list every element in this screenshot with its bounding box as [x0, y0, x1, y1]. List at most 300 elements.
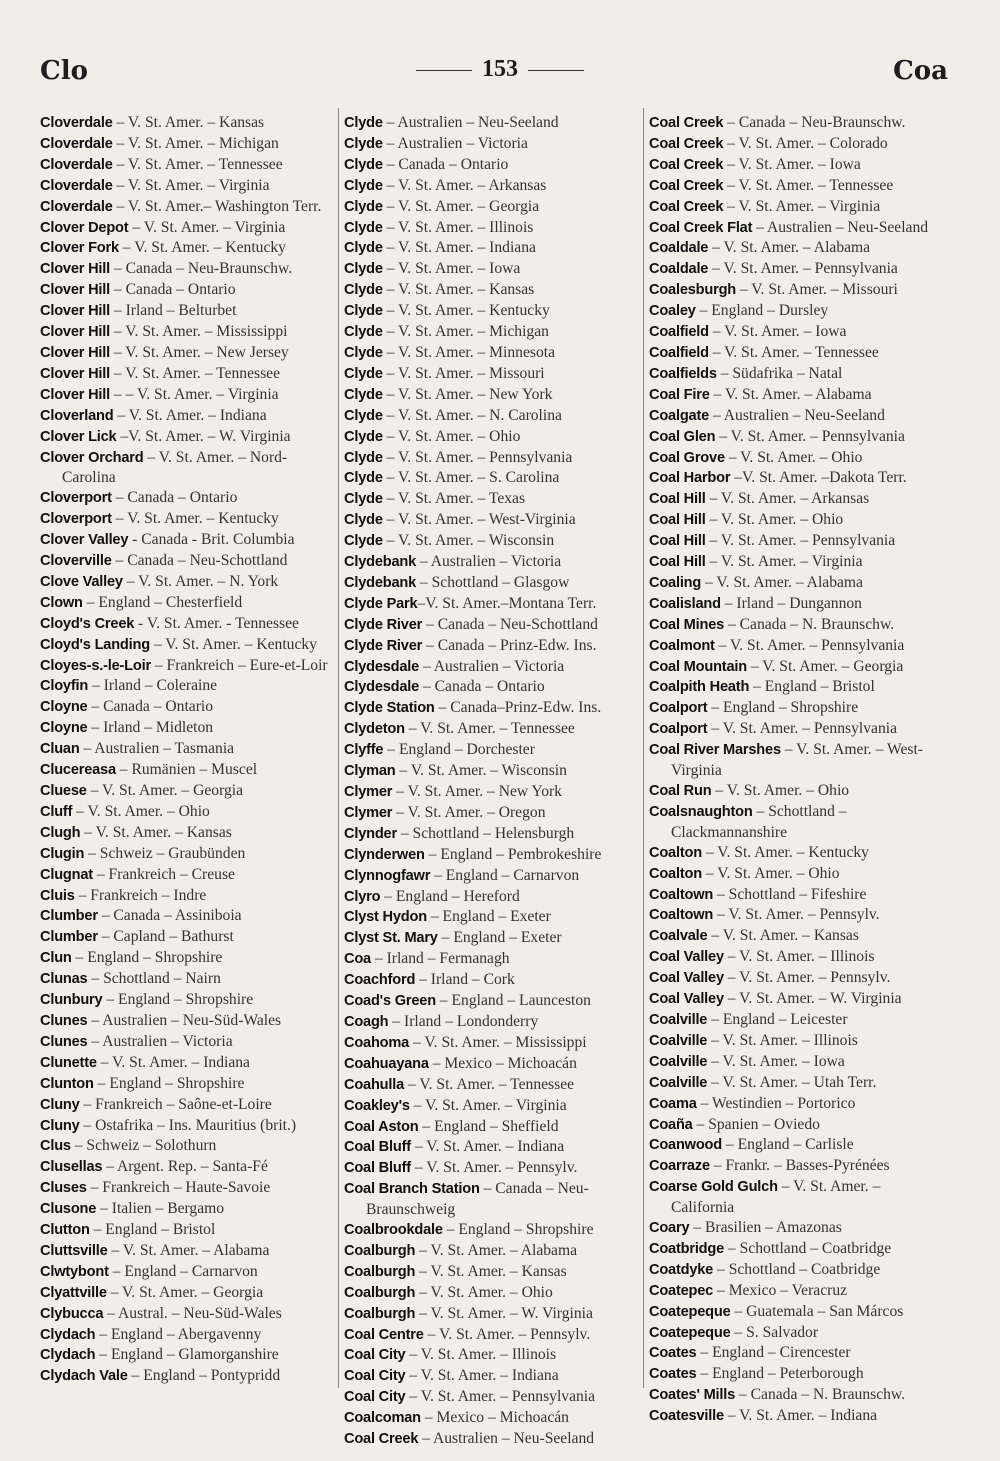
place-name: Clydach Vale [40, 1368, 128, 1385]
place-name: Coates [649, 1366, 697, 1383]
place-name: Coaldale [649, 240, 709, 257]
gazetteer-entry [344, 907, 638, 928]
place-name: Clyst Hydon [344, 909, 427, 926]
gazetteer-entry [649, 238, 941, 259]
gazetteer-entry [344, 1179, 638, 1220]
gazetteer-entry [344, 928, 638, 949]
place-location: – – V. St. Amer. – Virginia [109, 385, 279, 403]
place-location: – Mexico – Michoacán [420, 1409, 569, 1427]
place-name: Clunes [40, 1012, 88, 1029]
gazetteer-entry [344, 615, 638, 636]
place-name: Coalcoman [344, 1410, 421, 1427]
place-location: – V. St. Amer. – Kansas [707, 927, 859, 945]
gazetteer-entry [40, 906, 332, 927]
place-location: – V. St. Amer. – Indiana [410, 1138, 565, 1156]
place-name: Clyde [344, 240, 383, 257]
place-location: – Canada – Ontario [111, 489, 238, 507]
gazetteer-entry [649, 885, 941, 906]
gazetteer-entry [40, 1095, 332, 1116]
gazetteer-entry [40, 176, 332, 197]
place-location: – Spanien – Oviedo [692, 1115, 820, 1133]
place-location: – V. St. Amer. – Michigan [382, 323, 549, 341]
place-name: Clyde Station [344, 700, 435, 717]
place-location: – Frankreich – Creuse [92, 865, 235, 883]
gazetteer-entry [40, 218, 332, 239]
gazetteer-entry [649, 1385, 941, 1406]
gazetteer-entry [344, 1012, 638, 1033]
place-name: Clydesdale [344, 679, 420, 696]
place-name: Cluny [40, 1096, 80, 1113]
place-location: – V. St. Amer. – Pennsylv. [410, 1159, 578, 1177]
place-location: – Schottland – Coatbridge [713, 1260, 881, 1278]
place-location: – V. St. Amer. – Missouri [382, 364, 545, 382]
place-name: Coalfield [649, 324, 709, 341]
place-name: Clyde [344, 449, 383, 466]
place-location: – Canada–Prinz-Edw. Ins. [434, 699, 602, 717]
place-location: – V. St. Amer. – Ohio [711, 782, 850, 799]
gazetteer-column-1 [40, 113, 332, 1387]
place-location: – Australien – Victoria [419, 657, 565, 675]
place-location: – Schottland – Nairn [87, 970, 221, 988]
place-location: – England – Carnarvon [430, 866, 580, 884]
place-name: Clunas [40, 971, 88, 988]
place-name: Clyde Park [344, 595, 418, 612]
gazetteer-entry [40, 1262, 332, 1283]
place-name: Coad's Green [344, 993, 436, 1010]
place-location: – V. St. Amer. – Arkansas [382, 176, 547, 194]
place-location: – V. St. Amer. – Minnesota [382, 343, 556, 361]
place-name: Cluan [40, 741, 80, 758]
place-name: Clyde [344, 491, 383, 508]
place-name: Coal City [344, 1368, 406, 1385]
place-location: – England – Leicester [707, 1010, 848, 1028]
place-location: – Frankreich – Indre [74, 886, 207, 904]
place-location: – V. St. Amer. – Tennessee [112, 155, 283, 173]
gazetteer-entry [649, 427, 941, 448]
place-location: – V. St. Amer. – Arkansas [705, 490, 870, 508]
gazetteer-entry [40, 1283, 332, 1304]
gazetteer-entry [649, 155, 941, 176]
place-name: Coarse Gold Gulch [649, 1179, 778, 1196]
place-location: – Frankreich – Eure-et-Loir [150, 656, 328, 674]
place-location: – V. St. Amer. – Pennsylvania [382, 448, 573, 466]
place-name: Coatepec [649, 1282, 714, 1299]
place-name: Cloyes-s.-le-Loir [40, 657, 151, 674]
gazetteer-entry [649, 1094, 941, 1115]
gazetteer-entry [344, 448, 638, 469]
place-name: Clyde [344, 177, 383, 194]
place-location: – Australien – Tasmania [79, 740, 235, 758]
gazetteer-entry [40, 488, 332, 509]
place-location: – Canada – Neu-Schottland [422, 615, 598, 633]
gazetteer-entry [344, 1220, 638, 1241]
gazetteer-entry [344, 1137, 638, 1158]
place-name: Coal Bluff [344, 1139, 411, 1156]
gazetteer-entry [649, 113, 941, 134]
place-location: – V. St. Amer. – Virginia [409, 1096, 567, 1114]
place-name: Clynderwen [344, 846, 425, 863]
place-location: – England – Shropshire [102, 991, 254, 1009]
place-location: – V. St. Amer. – Alabama [701, 573, 863, 591]
gazetteer-entry [40, 969, 332, 990]
place-name: Coalville [649, 1011, 708, 1028]
place-name: Clugh [40, 824, 81, 841]
place-location: – England – Launceston [435, 992, 591, 1010]
place-location: – Irland – Fermanagh [370, 950, 510, 968]
place-name: Clover Fork [40, 240, 119, 257]
place-name: Coal Creek [649, 135, 724, 152]
place-location: – Rumänien – Muscel [115, 761, 258, 779]
place-location: – Argent. Rep. – Santa-Fé [102, 1158, 268, 1176]
place-location: – V. St. Amer. – W. Virginia [723, 990, 902, 1008]
place-name: Clugnat [40, 866, 93, 883]
gazetteer-entry [649, 781, 941, 802]
gazetteer-entry [344, 301, 638, 322]
place-location: – V. St. Amer. – West-Virginia [671, 741, 923, 780]
gazetteer-entry [649, 1010, 941, 1031]
place-name: Clusellas [40, 1159, 103, 1176]
place-location: – V. St. Amer. – Indiana [96, 1053, 250, 1071]
place-name: Cluses [40, 1180, 87, 1197]
gazetteer-entry [344, 594, 638, 615]
gazetteer-entry [40, 697, 332, 718]
gazetteer-entry [649, 1239, 941, 1260]
place-location: – V. St. Amer. – Tennessee [109, 364, 280, 382]
place-location: – Canada – Prinz-Edw. Ins. [422, 636, 597, 654]
place-name: Clyde [344, 324, 383, 341]
gazetteer-entry [344, 427, 638, 448]
header-first-entry: Clo [40, 56, 88, 86]
gazetteer-entry [649, 259, 941, 280]
place-location: – V. St. Amer. – Tennessee [404, 720, 575, 738]
gazetteer-entry [649, 1218, 941, 1239]
place-location: – V. St. Amer. – Kansas [80, 823, 232, 841]
place-name: Coalisland [649, 595, 721, 612]
gazetteer-entry [344, 1325, 638, 1346]
place-location: – England – Sheffield [418, 1117, 559, 1135]
place-location: – Schottland – Clackmannanshire [671, 802, 847, 841]
place-name: Coalsnaughton [649, 803, 753, 820]
place-location: – Schottland – Helensburgh [396, 824, 575, 842]
gazetteer-entry [649, 197, 941, 218]
place-location: – V. St. Amer. – Pennsylvania [705, 532, 896, 550]
place-location: – V. St. Amer. – New York [392, 783, 562, 800]
place-location: – V. St. Amer. – Georgia [106, 1283, 264, 1301]
place-name: Clover Orchard [40, 449, 144, 466]
gazetteer-entry [40, 197, 332, 218]
place-location: – V. St. Amer. – Alabama [107, 1241, 270, 1259]
gazetteer-entry [649, 843, 941, 864]
place-name: Coalville [649, 1032, 708, 1049]
place-name: Clus [40, 1138, 71, 1155]
gazetteer-entry [649, 1406, 941, 1427]
place-name: Cluis [40, 887, 75, 904]
gazetteer-entry [40, 1241, 332, 1262]
place-name: Clyde [344, 219, 383, 236]
gazetteer-entry [344, 197, 638, 218]
gazetteer-entry [649, 615, 941, 636]
place-name: Coaltown [649, 886, 714, 903]
place-location: – V. St. Amer. – Alabama [708, 239, 871, 257]
place-location: –V. St. Amer. – W. Virginia [116, 427, 291, 445]
gazetteer-entry [344, 1054, 638, 1075]
gazetteer-entry [40, 1178, 332, 1199]
place-location: – V. St. Amer. – Pennsylvania [405, 1388, 596, 1406]
place-location: – England – Glamorganshire [95, 1346, 279, 1364]
gazetteer-entry [649, 1323, 941, 1344]
gazetteer-entry [649, 740, 941, 781]
place-location: – England – Dursley [695, 302, 829, 320]
gazetteer-entry [649, 573, 941, 594]
gazetteer-entry [344, 761, 638, 782]
place-location: – Schweiz – Solothurn [70, 1137, 217, 1155]
place-name: Coalport [649, 721, 708, 738]
place-location: – V. St. Amer. – Virginia [705, 553, 863, 571]
gazetteer-entry [344, 385, 638, 406]
place-location: – V. St. Amer. – Texas [382, 490, 526, 508]
gazetteer-entry [649, 1281, 941, 1302]
gazetteer-entry [649, 468, 941, 489]
place-location: – Frankr. – Basses-Pyrénées [709, 1157, 890, 1175]
gazetteer-entry [40, 427, 332, 448]
place-name: Clown [40, 594, 83, 611]
gazetteer-entry [649, 1135, 941, 1156]
place-name: Clunette [40, 1054, 97, 1071]
gazetteer-entry [344, 1366, 638, 1387]
gazetteer-entry [344, 657, 638, 678]
gazetteer-entry [649, 364, 941, 385]
gazetteer-entry [649, 1302, 941, 1323]
place-location: – V. St. Amer. – Ohio [72, 802, 210, 820]
place-location: – V. St. Amer. – New York [382, 385, 553, 403]
place-location: – V. St. Amer. – Pennsylvania [715, 427, 905, 445]
place-name: Coalton [649, 865, 702, 882]
gazetteer-entry [344, 343, 638, 364]
place-location: – Canada – Ontario [419, 678, 545, 696]
place-location: – England – Peterborough [696, 1365, 864, 1383]
place-location: – Austral. – Neu-Süd-Wales [103, 1304, 282, 1322]
gazetteer-entry [649, 176, 941, 197]
place-location: – Frankreich – Saône-et-Loire [79, 1095, 272, 1113]
place-location: – V. St. Amer. – N. Carolina [382, 406, 562, 424]
place-location: – V. St. Amer. – Georgia [382, 197, 540, 215]
column-divider [338, 108, 339, 1388]
place-name: Cloyne [40, 720, 88, 737]
place-location: – V. St. Amer. – Illinois [723, 948, 875, 966]
gazetteer-entry [649, 552, 941, 573]
place-name: Clymer [344, 784, 393, 800]
place-location: – V. St. Amer. – Kentucky [701, 843, 869, 861]
gazetteer-entry [40, 364, 332, 385]
place-name: Coary [649, 1220, 690, 1237]
place-name: Coal Fire [649, 386, 710, 403]
place-location: – England – Exeter [426, 908, 551, 926]
gazetteer-entry [40, 886, 332, 907]
gazetteer-entry [649, 448, 941, 469]
place-name: Coatdyke [649, 1261, 714, 1278]
place-name: Clynnogfawr [344, 867, 431, 884]
place-location: – V. St. Amer. – California [671, 1178, 881, 1217]
place-location: – V. St. Amer. – Indiana [723, 1407, 878, 1425]
place-location: – V. St. Amer. – Pennsylvania [714, 636, 905, 654]
place-location: – England – Hereford [380, 887, 520, 905]
place-name: Coatbridge [649, 1240, 725, 1257]
page-header [0, 56, 1000, 96]
header-rule-right [528, 70, 584, 71]
place-location: - Canada - Brit. Columbia [128, 531, 295, 549]
place-name: Clunton [40, 1075, 94, 1092]
gazetteer-entry [649, 594, 941, 615]
place-name: Coagh [344, 1013, 389, 1030]
place-name: Clyde [344, 115, 383, 131]
place-name: Coalburgh [344, 1242, 416, 1259]
gazetteer-entry [344, 1117, 638, 1138]
gazetteer-entry [649, 489, 941, 510]
gazetteer-entry [40, 1074, 332, 1095]
gazetteer-entry [40, 406, 332, 427]
page-number: 153 [482, 56, 518, 82]
place-location: – V. St. Amer. – Ohio [705, 511, 844, 529]
place-location: – Canada – Neu-Schottland [111, 552, 288, 570]
place-name: Cloverland [40, 407, 114, 424]
place-location: – V. St. Amer. – Missouri [736, 281, 898, 299]
place-location: – V. St. Amer. – Iowa [723, 155, 861, 173]
gazetteer-entry [344, 677, 638, 698]
place-name: Clover Hill [40, 365, 110, 382]
place-name: Clumber [40, 908, 98, 925]
place-name: Coaltown [649, 907, 714, 924]
place-name: Coal Glen [649, 428, 716, 445]
gazetteer-entry [649, 1177, 941, 1218]
gazetteer-entry [40, 1157, 332, 1178]
gazetteer-entry [40, 927, 332, 948]
gazetteer-entry [344, 1429, 638, 1450]
gazetteer-entry [649, 301, 941, 322]
place-location: – Brasilien – Amazonas [689, 1219, 842, 1237]
gazetteer-entry [649, 657, 941, 678]
gazetteer-entry [40, 530, 332, 551]
place-location: – Frankreich – Haute-Savoie [86, 1179, 271, 1197]
place-location: – Guatemala – San Márcos [730, 1302, 904, 1320]
place-name: Clyman [344, 763, 396, 780]
place-name: Coalesburgh [649, 282, 736, 299]
place-location: – England – Shropshire [442, 1221, 594, 1239]
place-location: – Australien – Neu-Seeland [709, 406, 885, 424]
place-location: – Irland – Belturbet [109, 302, 237, 320]
gazetteer-column-2 [344, 113, 638, 1450]
gazetteer-entry [649, 677, 941, 698]
place-name: Coaley [649, 303, 696, 320]
place-location: – V. St. Amer. – Tennessee [723, 176, 894, 194]
gazetteer-entry [344, 322, 638, 343]
place-name: Clove Valley [40, 573, 123, 590]
place-location: – Südafrika – Natal [716, 364, 843, 382]
place-name: Coalburgh [344, 1284, 416, 1301]
gazetteer-entry [649, 510, 941, 531]
place-name: Clutton [40, 1222, 90, 1239]
place-name: Clyde [344, 156, 383, 173]
place-name: Coal Hill [649, 491, 706, 508]
place-location: – V. St. Amer. – Georgia [746, 657, 904, 675]
place-location: – Canada – Neu-Braunschw. [109, 260, 293, 278]
place-location: - V. St. Amer. - Tennessee [134, 614, 299, 632]
place-location: – V. St. Amer. – West-Virginia [382, 511, 576, 529]
place-name: Coal Creek [344, 1431, 419, 1448]
gazetteer-entry [649, 1343, 941, 1364]
gazetteer-entry [649, 719, 941, 740]
place-location: – Schottland – Coatbridge [724, 1239, 892, 1257]
place-name: Cloyd's Creek [40, 615, 135, 632]
place-name: Clover Hill [40, 324, 110, 341]
place-name: Clun [40, 950, 72, 967]
gazetteer-entry [649, 1073, 941, 1094]
place-location: – S. Salvador [730, 1323, 819, 1341]
gazetteer-entry [344, 1387, 638, 1408]
place-location: – V. St. Amer. – Illinois [382, 218, 534, 236]
gazetteer-entry [344, 1241, 638, 1262]
place-location: – V. St. Amer. – Wisconsin [395, 762, 567, 780]
place-location: – V. St. Amer. – Nord-Carolina [62, 448, 288, 487]
gazetteer-entry [649, 864, 941, 885]
gazetteer-entry [344, 782, 638, 803]
place-location: – V. St. Amer. – Pennsylv. [723, 969, 891, 987]
place-name: Clyde [344, 470, 383, 487]
place-name: Coal City [344, 1389, 406, 1406]
gazetteer-entry [344, 134, 638, 155]
gazetteer-entry [344, 406, 638, 427]
place-name: Cloverport [40, 490, 112, 507]
gazetteer-entry [40, 614, 332, 635]
place-location: – V. St. Amer. – Ohio [415, 1283, 553, 1301]
place-name: Coal Mines [649, 616, 725, 633]
place-name: Clover Hill [40, 386, 110, 403]
gazetteer-entry [40, 509, 332, 530]
gazetteer-entry [40, 1136, 332, 1157]
place-name: Coal City [344, 1347, 406, 1364]
place-location: – V. St. Amer. – Kentucky [382, 302, 550, 320]
place-name: Coal Creek [649, 177, 724, 194]
gazetteer-entry [649, 280, 941, 301]
place-name: Coanwood [649, 1137, 722, 1154]
place-name: Clynder [344, 825, 397, 842]
place-name: Clyde River [344, 637, 423, 654]
gazetteer-entry [649, 1156, 941, 1177]
place-location: – V. St. Amer. – Alabama [709, 385, 872, 403]
place-name: Clover Depot [40, 219, 129, 236]
gazetteer-entry [40, 343, 332, 364]
place-location: – V. St. Amer. – N. York [122, 572, 279, 590]
gazetteer-entry [649, 385, 941, 406]
place-location: – Canada – N. Braunschw. [724, 615, 895, 633]
place-name: Coaling [649, 574, 702, 591]
place-location: – V. St. Amer. – Ohio [724, 448, 863, 466]
place-name: Clyde [344, 428, 383, 445]
place-location: – V. St. Amer. – Indiana [113, 406, 267, 424]
place-location: – England – Bristol [749, 678, 875, 696]
place-name: Clydebank [344, 574, 417, 591]
place-name: Cloverville [40, 553, 112, 570]
place-name: Coal Creek [649, 115, 724, 131]
gazetteer-entry [649, 989, 941, 1010]
place-name: Clyde [344, 198, 383, 215]
place-location: – V. St. Amer. – Pennsylvania [707, 720, 897, 738]
place-location: – V. St. Amer. – Mississippi [109, 323, 288, 341]
gazetteer-entry [649, 636, 941, 657]
place-name: Coal Creek [649, 156, 724, 173]
place-name: Coalburgh [344, 1263, 416, 1280]
place-location: – V. St. Amer. – Kansas [415, 1262, 567, 1280]
place-location: – V. St. Amer. – Virginia [723, 197, 881, 215]
